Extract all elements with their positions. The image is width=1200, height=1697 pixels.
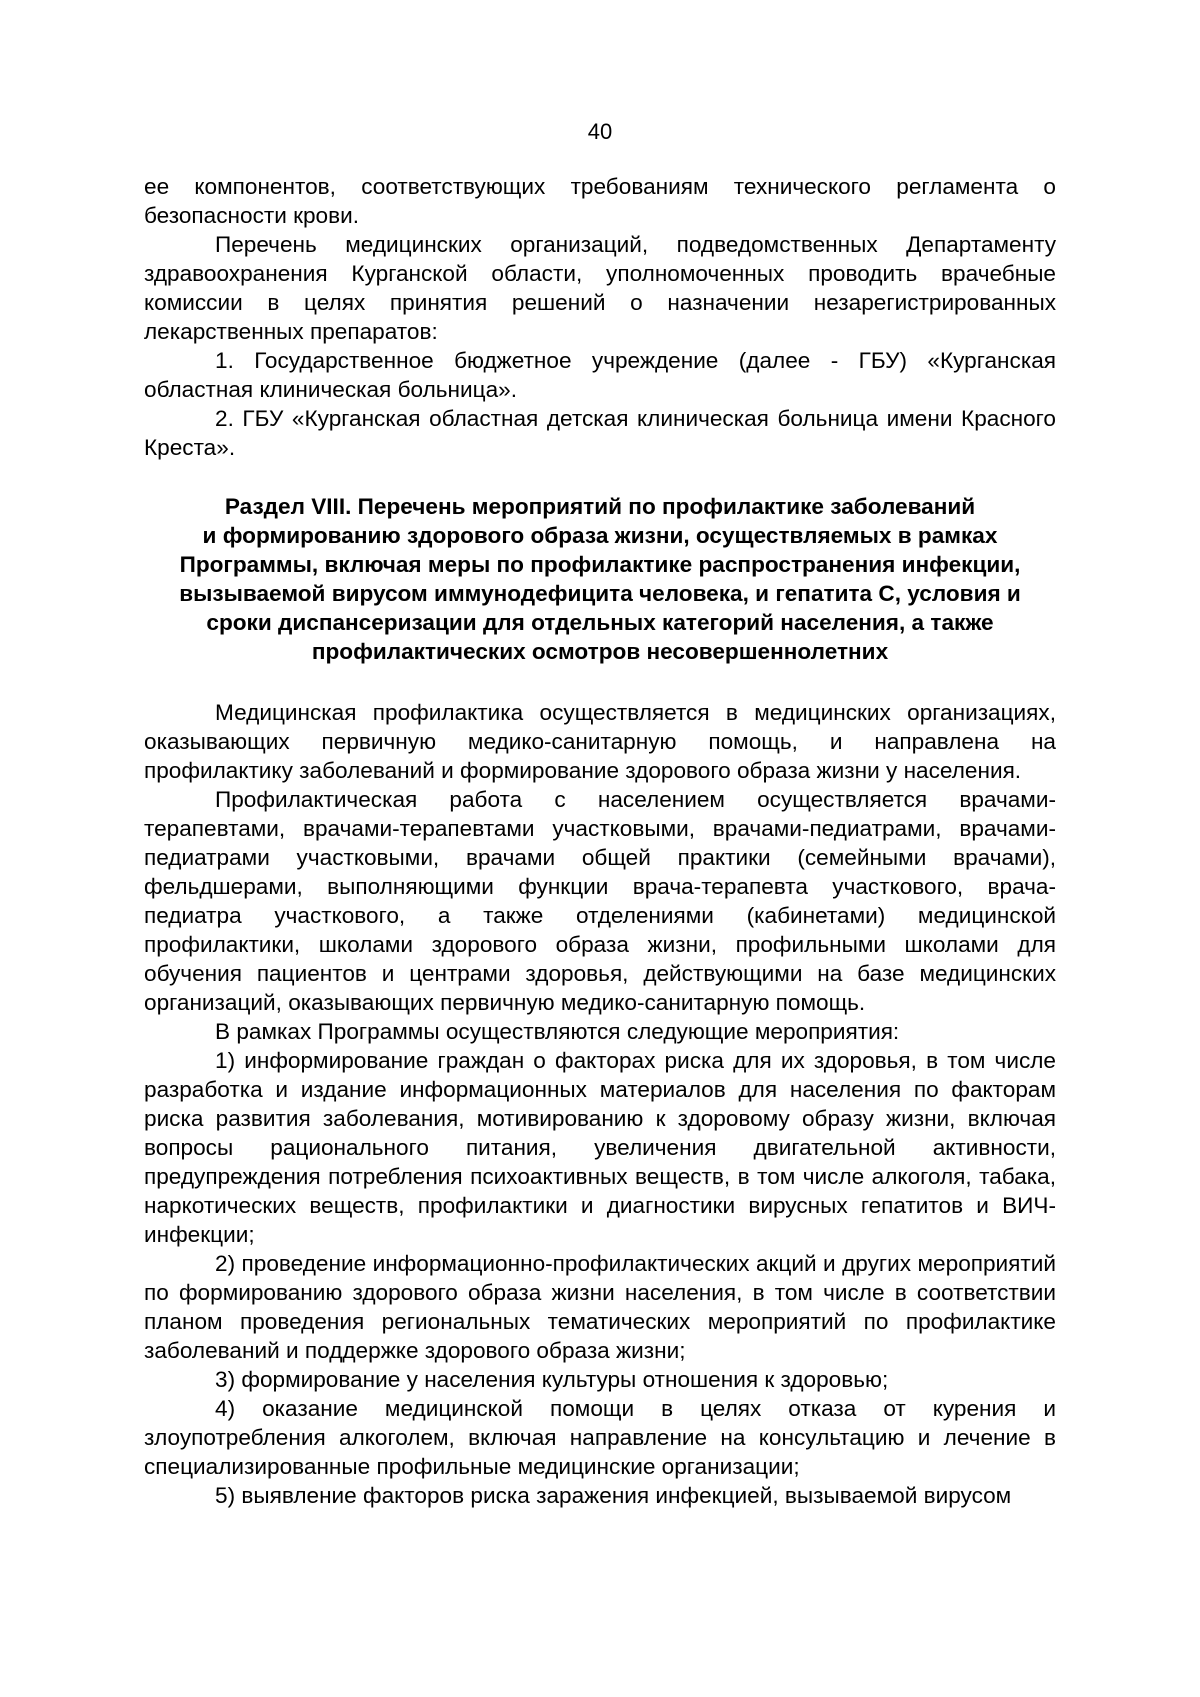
- list-item-measure-1: 1) информирование граждан о факторах риска для их здоровья, в том числе разработка и издание информационных материалов для населения по факторам риска развития заболевания, мотивированию к здоровому образу жизни, включая вопросы рационального питания, увеличения двигательной активности, предупреждения потребления психоактивных веществ, в том числе алкоголя, табака, наркотических веществ, профилактики и диагностики вирусных гепатитов и ВИЧ-инфекции;: [144, 1048, 1056, 1247]
- paragraph-prevention-staff: Профилактическая работа с населением осуществляется врачами-терапевтами, врачами-терапевтами участковыми, врачами-педиатрами, врачами-педиатрами участковыми, врачами общей практики (семейными врачами), фельдшерами, выполняющими функции врача-терапевта участкового, врача-педиатра участкового, а также отделениями (кабинетами) медицинской профилактики, школами здорового образа жизни, профильными школами для обучения пациентов и центрами здоровья, действующими на базе медицинских организаций, оказывающих первичную медико-санитарную помощь.: [144, 787, 1056, 1015]
- paragraph-prevention-intro: Медицинская профилактика осуществляется в медицинских организациях, оказывающих первичную медико-санитарную помощь, и направлена на профилактику заболеваний и формирование здорового образа жизни у населения.: [144, 700, 1056, 783]
- section-heading-line: Раздел VIII. Перечень мероприятий по профилактике заболеваний: [224, 494, 976, 519]
- document-body: [144, 172, 1056, 1510]
- page-number: 40: [587, 119, 613, 144]
- list-item-measure-5: 5) выявление факторов риска заражения инфекцией, вызываемой вирусом: [215, 1483, 1012, 1508]
- list-item-measure-3: 3) формирование у населения культуры отношения к здоровью;: [215, 1367, 889, 1392]
- section-heading: [144, 492, 1056, 666]
- section-heading-line: и формированию здорового образа жизни, осуществляемых в рамках: [202, 523, 998, 548]
- list-item-organization-2: 2. ГБУ «Курганская областная детская клиническая больница имени Красного Креста».: [144, 406, 1056, 460]
- list-item-measure-4: 4) оказание медицинской помощи в целях отказа от курения и злоупотребления алкоголем, включая направление на консультацию и лечение в специализированные профильные медицинские организации;: [144, 1396, 1056, 1479]
- section-heading-line: сроки диспансеризации для отдельных категорий населения, а также: [206, 610, 994, 635]
- paragraph-measures-intro: В рамках Программы осуществляются следующие мероприятия:: [215, 1019, 900, 1044]
- paragraph-organizations-list-intro: Перечень медицинских организаций, подведомственных Департаменту здравоохранения Курганской области, уполномоченных проводить врачебные комиссии в целях принятия решений о назначении незарегистрированных лекарственных препаратов:: [144, 232, 1056, 344]
- section-heading-line: вызываемой вирусом иммунодефицита человека, и гепатита С, условия и: [179, 581, 1021, 606]
- section-heading-line: профилактических осмотров несовершеннолетних: [311, 639, 889, 664]
- list-item-organization-1: 1. Государственное бюджетное учреждение (далее - ГБУ) «Курганская областная клиническая больница».: [144, 348, 1056, 402]
- list-item-measure-2: 2) проведение информационно-профилактических акций и других мероприятий по формированию здорового образа жизни населения, в том числе в соответствии планом проведения региональных тематических мероприятий по профилактике заболеваний и поддержке здорового образа жизни;: [144, 1251, 1056, 1363]
- section-heading-line: Программы, включая меры по профилактике распространения инфекции,: [179, 552, 1021, 577]
- paragraph-continuation: ее компонентов, соответствующих требованиям технического регламента о безопасности крови.: [144, 174, 1056, 228]
